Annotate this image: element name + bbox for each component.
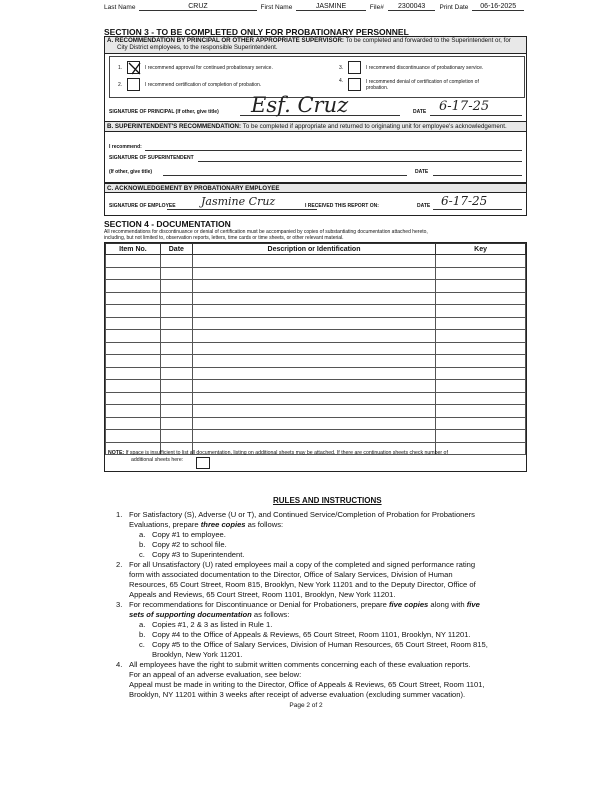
table-cell[interactable] — [160, 305, 192, 318]
rule-2-line-3: Resources, 65 Court Street, Room 815, Brooklyn, New York 11201 and to the Deputy Director, Office of — [129, 580, 476, 589]
table-cell[interactable] — [436, 317, 526, 330]
rule-2-num: 2. — [116, 560, 123, 569]
table-cell[interactable] — [106, 405, 161, 418]
rule-1-item-a-letter: a. — [139, 530, 146, 539]
super-signature-label: SIGNATURE OF SUPERINTENDENT — [109, 155, 194, 161]
rule-1-item-b — [139, 540, 517, 550]
documentation-note — [108, 450, 522, 464]
table-cell[interactable] — [192, 355, 435, 368]
table-row — [106, 367, 526, 380]
table-cell[interactable] — [106, 342, 161, 355]
table-row — [106, 342, 526, 355]
option-4-text: I recommend denial of certification of completion of — [366, 79, 479, 85]
rule-1-emphasis: three copies — [200, 520, 246, 529]
rule-1-item-b-letter: b. — [139, 540, 146, 549]
rule-2-line-1: For all Unsatisfactory (U) rated employees mail a copy of the completed and signed performance rating — [129, 560, 476, 569]
rule-3-text-c: as follows: — [253, 610, 290, 619]
table-row — [106, 267, 526, 280]
rule-3-text-b: along with — [430, 600, 465, 609]
rule-1-item-c-text: Copy #3 to Superintendent. — [152, 550, 245, 559]
employee-signature: Jasmine Cruz — [201, 195, 276, 208]
block-a-header-title: A. RECOMMENDATION BY PRINCIPAL OR OTHER APPROPRIATE SUPERVISOR: — [107, 37, 344, 44]
block-a-header-line2: City District employees, to the responsible Superintendent. — [117, 43, 278, 51]
block-a-header — [105, 37, 526, 54]
section3-block-c — [104, 183, 527, 216]
principal-date-line — [430, 115, 522, 116]
rule-3-emphasis-1b: five — [466, 600, 480, 609]
employee-date: 6-17-25 — [441, 194, 488, 208]
section4-intro — [104, 229, 527, 241]
table-row — [106, 417, 526, 430]
table-cell[interactable] — [192, 317, 435, 330]
table-row — [106, 380, 526, 393]
page-number: Page 2 of 2 — [289, 702, 323, 709]
rule-4 — [112, 660, 517, 700]
table-cell[interactable] — [106, 330, 161, 343]
table-cell[interactable] — [436, 380, 526, 393]
rule-1-line-2 — [129, 520, 517, 530]
rule-4-line-4: Brooklyn, NY 11201 within 3 weeks after receipt of adverse evaluation (excluding summer vacation). — [129, 690, 466, 699]
rule-2-line-4: Appeals and Reviews, 65 Court Street, Room 1101, Brooklyn, New York 11201. — [129, 590, 396, 599]
rule-1-item-c-letter: c. — [139, 550, 145, 559]
table-cell[interactable] — [192, 305, 435, 318]
table-cell[interactable] — [160, 430, 192, 443]
rule-1-items — [129, 530, 517, 560]
table-row — [106, 430, 526, 443]
table-cell[interactable] — [160, 367, 192, 380]
rule-2 — [112, 560, 517, 600]
file-label: File# — [369, 4, 384, 11]
table-cell[interactable] — [106, 417, 161, 430]
table-cell[interactable] — [160, 280, 192, 293]
table-cell[interactable] — [160, 380, 192, 393]
note-text-2: additional sheets here: — [131, 457, 184, 463]
block-b-header-cont: To be completed if appropriate and returned to originating unit for employee's acknowledgement. — [242, 123, 507, 130]
print-date-label: Print Date — [439, 4, 469, 11]
table-cell[interactable] — [106, 292, 161, 305]
rule-1-item-a-text: Copy #1 to employee. — [152, 530, 226, 539]
col-description: Description or Identification — [192, 244, 435, 255]
table-cell[interactable] — [192, 292, 435, 305]
section3-block-b — [104, 121, 527, 183]
table-row — [106, 292, 526, 305]
table-cell[interactable] — [106, 355, 161, 368]
rule-1-line-1: For Satisfactory (S), Adverse (U or T), and Continued Service/Completion of Probation for Probationers — [129, 510, 475, 519]
table-cell[interactable] — [192, 380, 435, 393]
documentation-rows — [106, 255, 526, 455]
table-row — [106, 305, 526, 318]
employee-signature-label: SIGNATURE OF EMPLOYEE — [109, 203, 176, 209]
table-cell[interactable] — [106, 317, 161, 330]
table-cell[interactable] — [160, 255, 192, 268]
rule-3-item-c — [139, 640, 517, 650]
table-cell[interactable] — [160, 292, 192, 305]
table-cell[interactable] — [160, 342, 192, 355]
rule-3-item-c-cont: Brooklyn, New York 11201. — [152, 650, 243, 659]
table-cell[interactable] — [106, 267, 161, 280]
i-recommend-line — [145, 150, 522, 151]
option-4-text-cont: probation. — [366, 85, 389, 91]
employee-date-line — [433, 209, 522, 210]
options-group — [109, 56, 525, 98]
principal-date-label: DATE — [413, 109, 427, 115]
table-row — [106, 317, 526, 330]
super-date-label: DATE — [415, 169, 429, 175]
option-1-num: 1. — [118, 65, 123, 71]
block-a-header-cont: To be completed and forwarded to the Superintendent or, for — [345, 37, 511, 44]
if-other-label: (If other, give title) — [109, 169, 153, 175]
option-2-text: I recommend certification of completion of probation. — [145, 82, 262, 88]
option-2-checkbox[interactable] — [127, 78, 140, 91]
block-c-header: C. ACKNOWLEDGEMENT BY PROBATIONARY EMPLOYEE — [105, 184, 526, 193]
option-3-text: I recommend discontinuance of probationary service. — [366, 65, 484, 71]
rule-3-item-b-letter: b. — [139, 630, 146, 639]
table-cell[interactable] — [192, 405, 435, 418]
table-cell[interactable] — [106, 305, 161, 318]
option-4-num: 4. — [339, 78, 344, 84]
check-mark-icon — [128, 62, 141, 75]
rule-3-emphasis-1: five copies — [389, 600, 429, 609]
received-label: I RECEIVED THIS REPORT ON: — [305, 203, 379, 209]
rule-3-item-b-text: Copy #4 to the Office of Appeals & Reviews, 65 Court Street, Room 1101, Brooklyn, NY 11201. — [152, 630, 471, 639]
col-item-no: Item No. — [106, 244, 161, 255]
table-cell[interactable] — [436, 417, 526, 430]
table-cell[interactable] — [160, 405, 192, 418]
rule-4-line-3: Appeal must be made in writing to the Director, Office of Appeals & Reviews, 65 Court Street, Room 1101, — [129, 680, 485, 689]
rule-1-item-a — [139, 530, 517, 540]
table-cell[interactable] — [192, 280, 435, 293]
table-row — [106, 392, 526, 405]
option-2-num: 2. — [118, 82, 123, 88]
rule-4-line-1: All employees have the right to submit written comments concerning each of these evaluation reports. — [129, 660, 471, 669]
documentation-table — [105, 243, 526, 455]
table-cell[interactable] — [106, 280, 161, 293]
rule-3-item-a-text: Copies #1, 2 & 3 as listed in Rule 1. — [152, 620, 273, 629]
rule-1-item-c — [139, 550, 517, 560]
table-cell[interactable] — [192, 367, 435, 380]
rule-3-emphasis-2: sets of supporting documentation — [129, 610, 252, 619]
first-name-value: JASMINE — [296, 3, 365, 11]
rule-1-num: 1. — [116, 510, 123, 519]
rule-4-num: 4. — [116, 660, 123, 669]
section4-title: SECTION 4 - DOCUMENTATION — [104, 219, 231, 229]
principal-signature: Esf. Cruz — [251, 93, 349, 117]
header-row — [104, 3, 524, 11]
rules-title: RULES AND INSTRUCTIONS — [273, 496, 382, 505]
table-cell[interactable] — [436, 367, 526, 380]
note-text-1: If space is insufficient to list all documentation, listing on additional sheets may be attached. If there are continuation sheets check number of — [125, 450, 448, 456]
rule-1 — [112, 510, 517, 560]
option-1-checkbox[interactable] — [127, 61, 140, 74]
table-cell[interactable] — [192, 430, 435, 443]
rule-3-item-a — [139, 620, 517, 630]
table-cell[interactable] — [106, 255, 161, 268]
super-date-line — [433, 175, 522, 176]
block-b-header-title: B. SUPERINTENDENT'S RECOMMENDATION: — [107, 123, 242, 130]
principal-date: 6-17-25 — [439, 99, 490, 114]
section3-title: SECTION 3 - TO BE COMPLETED ONLY FOR PROBATIONARY PERSONNEL — [104, 27, 409, 37]
rules-body — [112, 510, 517, 700]
table-cell[interactable] — [192, 255, 435, 268]
table-cell[interactable] — [160, 267, 192, 280]
i-recommend-label: I recommend: — [109, 144, 142, 150]
file-value: 2300043 — [388, 3, 436, 11]
block-b-header — [105, 122, 526, 132]
documentation-header-row — [106, 244, 526, 255]
table-cell[interactable] — [436, 280, 526, 293]
rule-1-text-c: as follows: — [247, 520, 284, 529]
table-cell[interactable] — [192, 417, 435, 430]
table-cell[interactable] — [436, 405, 526, 418]
table-row — [106, 405, 526, 418]
rule-3-line-1 — [129, 600, 517, 610]
rule-3 — [112, 600, 517, 660]
rule-4-line-2: For an appeal of an adverse evaluation, see below: — [129, 670, 302, 679]
table-row — [106, 255, 526, 268]
table-cell[interactable] — [436, 355, 526, 368]
table-cell[interactable] — [436, 342, 526, 355]
table-cell[interactable] — [106, 392, 161, 405]
table-cell[interactable] — [192, 267, 435, 280]
table-cell[interactable] — [106, 430, 161, 443]
first-name-label: First Name — [260, 4, 293, 11]
option-1-text: I recommend approval for continued probationary service. — [145, 65, 273, 71]
rule-3-item-c-text: Copy #5 to the Office of Salary Services, Division of Human Resources, 65 Court Street, Room 815, — [152, 640, 488, 649]
table-cell[interactable] — [436, 305, 526, 318]
table-cell[interactable] — [436, 330, 526, 343]
table-cell[interactable] — [160, 317, 192, 330]
last-name-value: CRUZ — [139, 3, 256, 11]
section3-block-a — [104, 36, 527, 130]
table-cell[interactable] — [160, 417, 192, 430]
col-key: Key — [436, 244, 526, 255]
table-row — [106, 280, 526, 293]
table-cell[interactable] — [436, 430, 526, 443]
option-3-num: 3. — [339, 65, 344, 71]
table-cell[interactable] — [192, 392, 435, 405]
rule-3-item-c-letter: c. — [139, 640, 145, 649]
section4-intro-line2: including, but not limited to, observation reports, letters, time cards or time sheets, or other relevant material. — [104, 235, 344, 241]
principal-signature-label: SIGNATURE OF PRINCIPAL (If other, give title) — [109, 109, 219, 115]
super-title-line — [163, 175, 407, 176]
rule-3-items — [129, 620, 517, 660]
table-cell[interactable] — [192, 330, 435, 343]
option-4-checkbox[interactable] — [348, 78, 361, 91]
option-3-checkbox[interactable] — [348, 61, 361, 74]
table-row — [106, 330, 526, 343]
note-label: NOTE: — [108, 450, 125, 456]
super-signature-line — [198, 161, 522, 162]
rule-1-text-b: Evaluations, prepare — [129, 520, 199, 529]
last-name-label: Last Name — [104, 4, 136, 11]
rule-3-num: 3. — [116, 600, 123, 609]
table-cell[interactable] — [436, 255, 526, 268]
table-cell[interactable] — [160, 355, 192, 368]
table-cell[interactable] — [436, 267, 526, 280]
employee-date-label: DATE — [417, 203, 431, 209]
table-cell[interactable] — [192, 342, 435, 355]
rule-1-item-b-text: Copy #2 to school file. — [152, 540, 227, 549]
rule-3-item-b — [139, 630, 517, 640]
rule-3-item-a-letter: a. — [139, 620, 146, 629]
table-row — [106, 355, 526, 368]
table-cell[interactable] — [160, 330, 192, 343]
table-cell[interactable] — [106, 380, 161, 393]
rule-3-line-2 — [129, 610, 517, 620]
employee-signature-line — [167, 209, 317, 210]
table-cell[interactable] — [160, 392, 192, 405]
print-date-value: 06-16-2025 — [472, 3, 524, 11]
table-cell[interactable] — [436, 292, 526, 305]
table-cell[interactable] — [106, 367, 161, 380]
rule-3-text-a: For recommendations for Discontinuance or Denial for Probationers, prepare — [129, 600, 387, 609]
section4-intro-line1: All recommendations for discontinuance or denial of certification must be accompanied by copies of substantiating documentation attached hereto, — [104, 229, 428, 235]
additional-sheets-checkbox[interactable] — [196, 457, 210, 469]
table-cell[interactable] — [436, 392, 526, 405]
rule-2-line-2: form with associated documentation to the Director, Office of Salary Services, Division of Human — [129, 570, 453, 579]
col-date: Date — [160, 244, 192, 255]
